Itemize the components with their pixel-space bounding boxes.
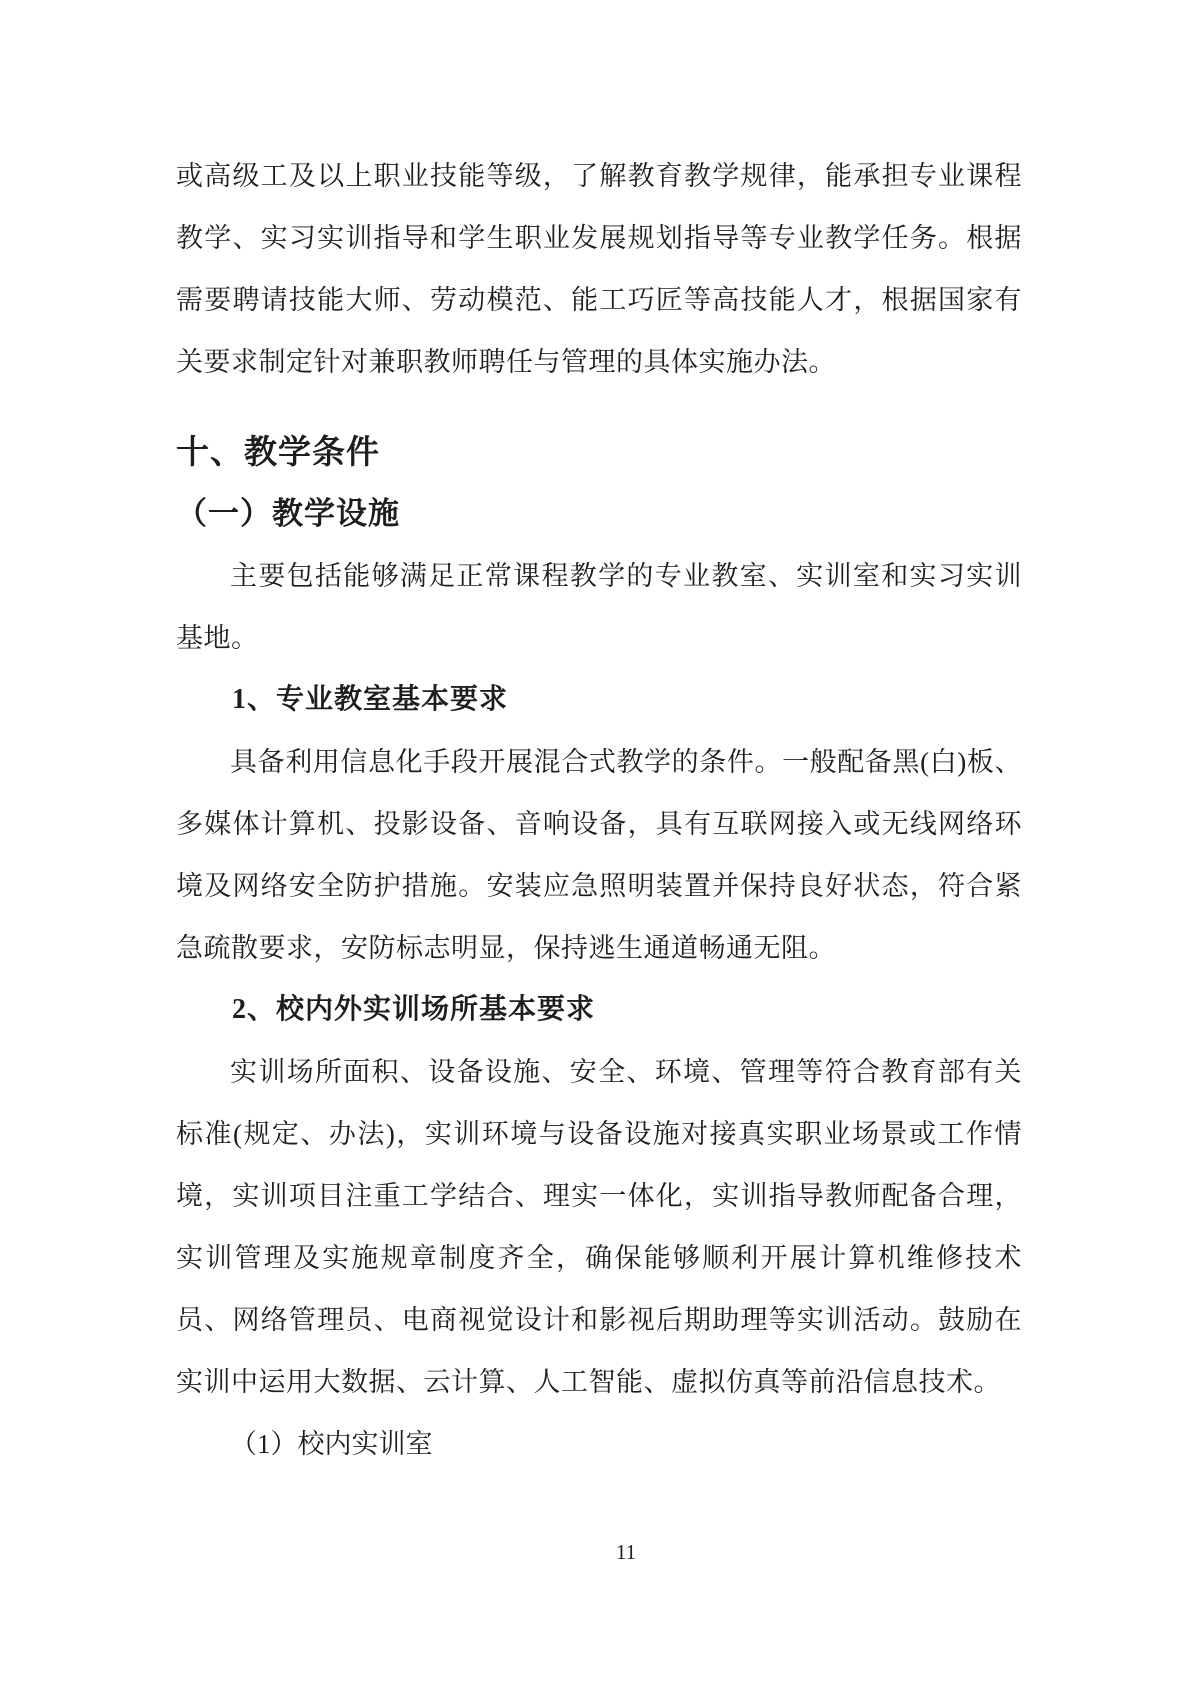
item-heading-classroom-requirements: 1、专业教室基本要求 — [232, 684, 509, 715]
subsection-heading-teaching-facilities: （一）教学设施 — [176, 496, 400, 531]
paragraph-continuation: 或高级工及以上职业技能等级，了解教育教学规律，能承担专业课程教学、实习实训指导和学生职业发展规划指导等专业教学任务。根据需要聘请技能大师、劳动模范、能工巧匠等高技能人才，根据国家有关要求制定针对兼职教师聘任与管理的具体实施办法。 — [176, 161, 1022, 377]
page-content — [176, 145, 1022, 1475]
paragraph-facilities-intro: 主要包括能够满足正常课程教学的专业教室、实训室和实习实训基地。 — [176, 561, 1022, 653]
page-number: 11 — [615, 1540, 637, 1564]
section-heading-teaching-conditions: 十、教学条件 — [176, 433, 380, 470]
item-heading-training-site-requirements: 2、校内外实训场所基本要求 — [232, 994, 596, 1025]
sub-item-campus-training-room: （1）校内实训室 — [230, 1429, 433, 1459]
paragraph-classroom-requirements: 具备利用信息化手段开展混合式教学的条件。一般配备黑(白)板、多媒体计算机、投影设备、音响设备，具有互联网接入或无线网络环境及网络安全防护措施。安装应急照明装置并保持良好状态，符合紧急疏散要求，安防标志明显，保持逃生通道畅通无阻。 — [176, 747, 1022, 963]
paragraph-training-site-requirements: 实训场所面积、设备设施、安全、环境、管理等符合教育部有关标准(规定、办法)，实训环境与设备设施对接真实职业场景或工作情境，实训项目注重工学结合、理实一体化，实训指导教师配备合理，实训管理及实施规章制度齐全，确保能够顺利开展计算机维修技术员、网络管理员、电商视觉设计和影视后期助理等实训活动。鼓励在实训中运用大数据、云计算、人工智能、虚拟仿真等前沿信息技术。 — [176, 1057, 1022, 1397]
